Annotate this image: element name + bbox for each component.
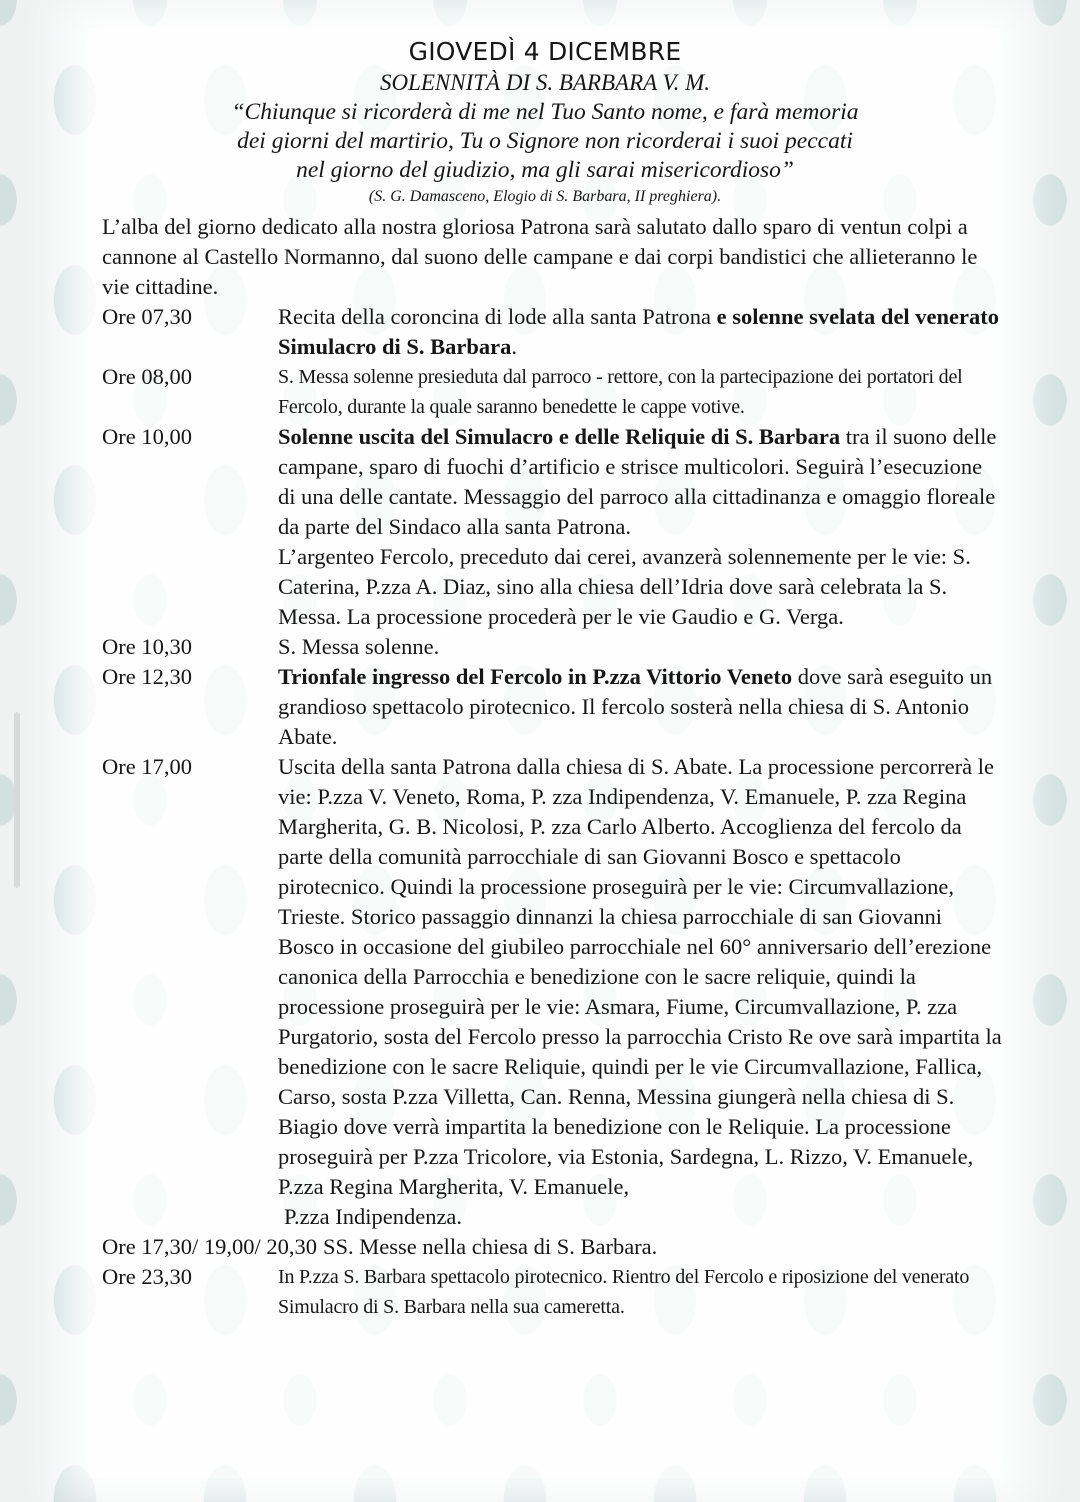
quote-line: “Chiunque si ricorderà di me nel Tuo Santo nome, e farà memoria — [231, 99, 859, 125]
schedule-item — [102, 1232, 1002, 1262]
schedule-time: Ore 12,30 — [102, 664, 192, 689]
schedule-description: In P.zza S. Barbara spettacolo pirotecnico. Rientro del Fercolo e riposizione del venerato Simulacro di S. Barbara nella sua cameretta. — [278, 1266, 970, 1318]
schedule-item — [102, 1262, 1002, 1322]
schedule-item — [102, 302, 1002, 362]
description-paragraph — [278, 422, 1002, 542]
schedule-time: Ore 23,30 — [102, 1264, 192, 1289]
quote-line: dei giorni del martirio, Tu o Signore non ricorderai i suoi peccati — [237, 128, 853, 154]
description-bold: Trionfale ingresso del Fercolo in P.zza Vittorio Veneto — [278, 664, 793, 689]
description-text: tra il suono delle campane, sparo di fuochi d’artificio e strisce multicolori. Seguirà l’esecuzione di una delle cantate. Messaggio del parroco alla cittadinanza e omaggio floreale da parte del Sindaco alla santa Patrona. — [278, 424, 997, 539]
schedule-item — [102, 662, 1002, 752]
schedule-time: Ore 17,30/ 19,00/ 20,30 — [102, 1234, 317, 1259]
schedule-time: Ore 10,00 — [102, 424, 192, 449]
description-bold: e solenne svelata del venerato Simulacro di S. Barbara — [278, 304, 1000, 359]
scrollbar[interactable] — [14, 712, 20, 888]
description-paragraph: P.zza Indipendenza. — [284, 1204, 463, 1229]
schedule-time: Ore 17,00 — [102, 754, 192, 779]
description-paragraph: L’argenteo Fercolo, preceduto dai cerei, avanzerà solennemente per le vie: S. Caterina, P.zza A. Diaz, sino alla chiesa dell’Idria dove sarà celebrata la S. Messa. La processione procederà per le vie Gaudio e G. Verga. — [278, 544, 971, 629]
description-text: . — [511, 334, 517, 359]
document — [102, 36, 1002, 1322]
quote-line: nel giorno del giudizio, ma gli sarai misericordioso” — [296, 157, 794, 183]
schedule-description: S. Messa solenne. — [278, 634, 440, 659]
quote-citation: (S. G. Damasceno, Elogio di S. Barbara, II preghiera). — [368, 188, 722, 205]
schedule-description — [278, 662, 1002, 752]
schedule-item — [102, 632, 1002, 662]
schedule-time: Ore 10,30 — [102, 634, 192, 659]
description-text: Recita della coroncina di lode alla santa Patrona — [278, 304, 717, 329]
page-title: GIOVEDÌ 4 DICEMBRE — [408, 37, 682, 66]
schedule-description: SS. Messe nella chiesa di S. Barbara. — [322, 1234, 658, 1259]
schedule-time: Ore 07,30 — [102, 304, 192, 329]
intro-paragraph: L’alba del giorno dedicato alla nostra gloriosa Patrona sarà salutato dallo sparo di ventun colpi a cannone al Castello Normanno, dal suono delle campane e dai corpi bandistici che allieteranno le vie cittadine. — [102, 214, 978, 299]
schedule-item — [102, 752, 1002, 1232]
schedule-description — [278, 302, 1002, 362]
description-text: dove sarà eseguito un grandioso spettacolo pirotecnico. Il fercolo sosterà nella chiesa di S. Antonio Abate. — [278, 664, 993, 749]
schedule-item — [102, 362, 1002, 422]
quote — [88, 98, 1002, 185]
description-paragraph: Uscita della santa Patrona dalla chiesa di S. Abate. La processione percorrerà le vie: P.zza V. Veneto, Roma, P. zza Indipendenza, V. Emanuele, P. zza Regina Margherita, G. B. Nicolosi, P. zza Carlo Alberto. Accoglienza del fercolo da parte della comunità parrocchiale di san Giovanni Bosco e spettacolo pirotecnico. Quindi la processione proseguirà per le vie: Circumvallazione, Trieste. Storico passaggio dinnanzi la chiesa parrocchiale di san Giovanni Bosco in occasione del giubileo parrocchiale nel 60° anniversario dell’erezione canonica della Parrocchia e benedizione con le sacre reliquie, quindi la processione proseguirà per le vie: Asmara, Fiume, Circumvallazione, P. zza Purgatorio, sosta del Fercolo presso la parrocchia Cristo Re ove sarà impartita la benedizione con le sacre Reliquie, quindi per le vie Circumvallazione, Fallica, Carso, sosta P.zza Villetta, Can. Renna, Messina giungerà nella chiesa di S. Biagio dove verrà impartita la benedizione con le Reliquie. La processione proseguirà per P.zza Tricolore, via Estonia, Sardegna, L. Rizzo, V. Emanuele, P.zza Regina Margherita, V. Emanuele, — [278, 754, 1002, 1199]
description-bold: Solenne uscita del Simulacro e delle Reliquie di S. Barbara — [278, 424, 841, 449]
page-subtitle: SOLENNITÀ DI S. BARBARA V. M. — [379, 70, 711, 95]
schedule-description: S. Messa solenne presieduta dal parroco - rettore, con la partecipazione dei portatori del Fercolo, durante la quale saranno benedette le cappe votive. — [278, 366, 963, 418]
schedule-time: Ore 08,00 — [102, 364, 192, 389]
schedule-description — [278, 752, 1002, 1232]
schedule-description — [278, 422, 1002, 632]
schedule-item — [102, 422, 1002, 632]
